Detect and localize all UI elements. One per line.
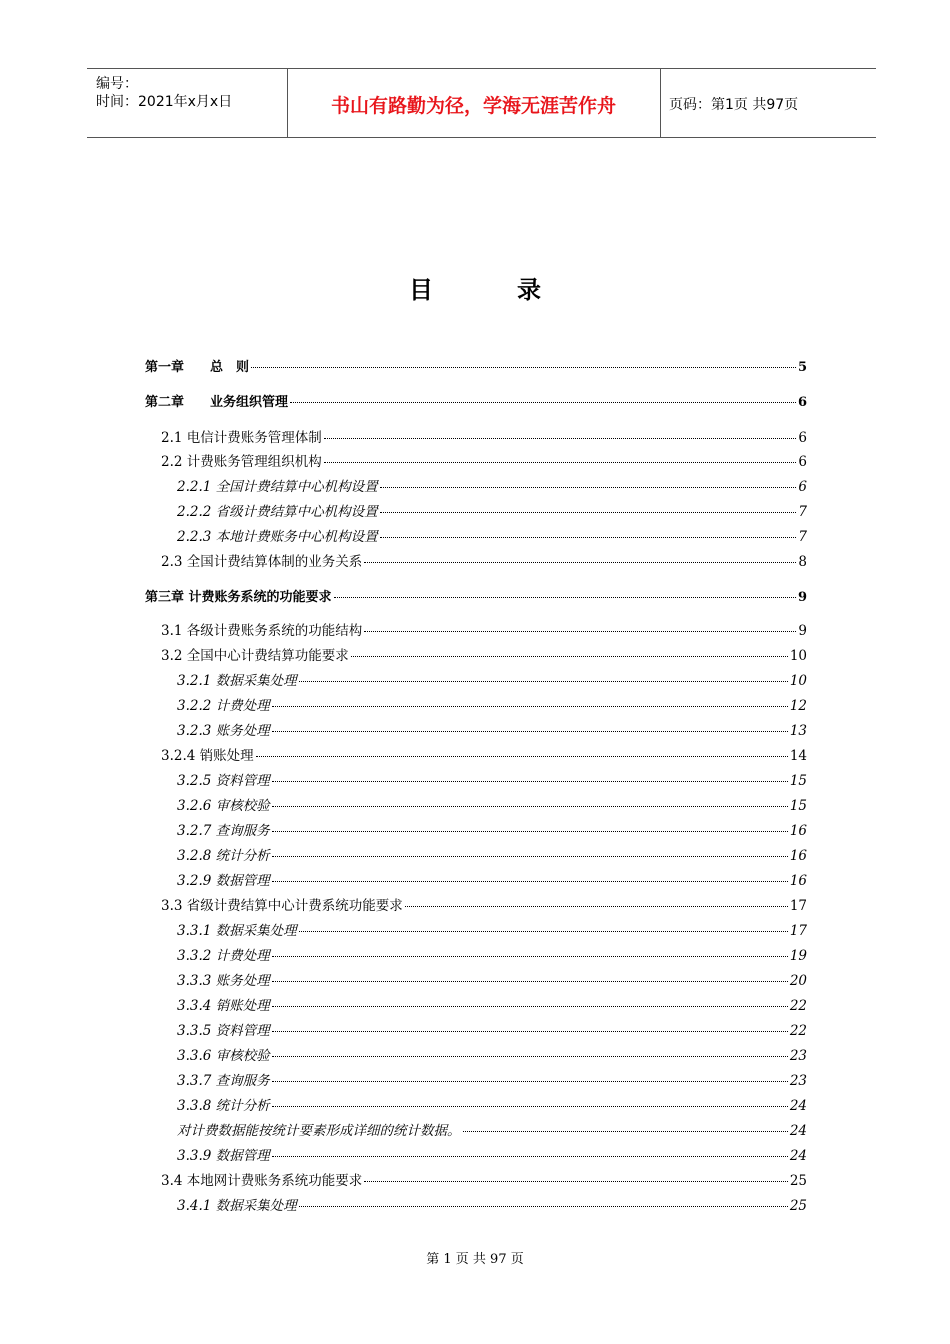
toc-entry-label: 3.1 各级计费账务系统的功能结构 — [161, 623, 363, 639]
page-footer: 第 1 页 共 97 页 — [426, 1252, 524, 1267]
toc-entry-page-number: 17 — [789, 898, 807, 914]
toc-entry[interactable] — [177, 1047, 807, 1065]
page-header — [87, 68, 876, 138]
header-meta-cell — [87, 69, 288, 137]
dot-leader — [364, 562, 796, 563]
toc-entry[interactable] — [177, 822, 807, 840]
document-number-label: 编号： — [96, 76, 138, 92]
toc-entry-label: 第一章 总 则 — [145, 360, 250, 375]
dot-leader — [272, 781, 788, 782]
toc-entry[interactable] — [161, 747, 807, 765]
dot-leader — [272, 1156, 788, 1157]
toc-entry-label: 3.3.6 审核校验 — [177, 1048, 270, 1064]
dot-leader — [463, 1131, 788, 1132]
header-motto: 书山有路勤为径，学海无涯苦作舟 — [330, 95, 616, 117]
toc-entry-label: 3.2.9 数据管理 — [177, 873, 270, 889]
toc-entry[interactable] — [177, 1022, 807, 1040]
toc-entry-label: 2.2.3 本地计费账务中心机构设置 — [177, 529, 378, 545]
toc-entry-page-number: 12 — [789, 698, 807, 714]
toc-entry-page-number: 6 — [798, 454, 807, 470]
toc-entry-label: 3.3 省级计费结算中心计费系统功能要求 — [161, 898, 403, 914]
toc-title: 目录 — [409, 276, 625, 304]
toc-entry-page-number: 6 — [798, 479, 807, 495]
dot-leader — [299, 931, 788, 932]
toc-entry[interactable] — [177, 528, 807, 546]
toc-entry-label: 3.2.2 计费处理 — [177, 698, 270, 714]
toc-entry-label: 3.4.1 数据采集处理 — [177, 1198, 297, 1214]
toc-entry-page-number: 25 — [789, 1198, 807, 1214]
toc-entry-page-number: 16 — [789, 823, 807, 839]
toc-entry-label: 2.1 电信计费账务管理体制 — [161, 430, 322, 446]
toc-entry[interactable] — [177, 697, 807, 715]
toc-entry[interactable] — [161, 622, 807, 640]
dot-leader — [272, 731, 788, 732]
header-page-cell — [661, 69, 876, 137]
toc-entry-label: 3.3.9 数据管理 — [177, 1148, 270, 1164]
dot-leader — [256, 756, 788, 757]
dot-leader — [272, 706, 788, 707]
toc-entry-label: 3.2.5 资料管理 — [177, 773, 270, 789]
toc-entry-page-number: 24 — [789, 1148, 807, 1164]
toc-entry-page-number: 24 — [789, 1123, 807, 1139]
toc-entry-label: 第三章 计费账务系统的功能要求 — [145, 590, 332, 605]
dot-leader — [334, 597, 796, 598]
toc-entry-label: 2.2.2 省级计费结算中心机构设置 — [177, 504, 378, 520]
dot-leader — [324, 462, 797, 463]
toc-entry[interactable] — [177, 872, 807, 890]
toc-entry-label: 3.3.8 统计分析 — [177, 1098, 270, 1114]
toc-entry-label: 2.2 计费账务管理组织机构 — [161, 454, 322, 470]
toc-entry-page-number: 10 — [789, 673, 807, 689]
dot-leader — [290, 402, 796, 403]
toc-entry[interactable] — [177, 503, 807, 521]
toc-entry-label: 3.2.6 审核校验 — [177, 798, 270, 814]
dot-leader — [380, 537, 797, 538]
toc-entry[interactable] — [161, 897, 807, 915]
toc-entry-label: 3.2.4 销账处理 — [161, 748, 254, 764]
toc-entry[interactable] — [177, 997, 807, 1015]
toc-entry[interactable] — [161, 1172, 807, 1190]
toc-entry[interactable] — [177, 1122, 807, 1140]
toc-entry-label: 3.2 全国中心计费结算功能要求 — [161, 648, 349, 664]
toc-entry-label: 3.3.2 计费处理 — [177, 948, 270, 964]
toc-entry-page-number: 13 — [789, 723, 807, 739]
toc-entry-page-number: 22 — [789, 998, 807, 1014]
toc-entry-label: 3.2.3 账务处理 — [177, 723, 270, 739]
toc-entry-page-number: 22 — [789, 1023, 807, 1039]
toc-entry-label: 第二章 业务组织管理 — [145, 395, 289, 410]
dot-leader — [364, 1181, 788, 1182]
toc-entry[interactable] — [177, 478, 807, 496]
dot-leader — [272, 1081, 788, 1082]
toc-entry[interactable] — [161, 647, 807, 665]
toc-entry[interactable] — [161, 453, 807, 471]
toc-entry[interactable] — [161, 553, 807, 571]
toc-entry-page-number: 23 — [789, 1048, 807, 1064]
dot-leader — [380, 487, 797, 488]
toc-chapter-entry[interactable] — [145, 394, 807, 412]
document-time-label: 时间：2021年x月x日 — [96, 94, 233, 110]
toc-entry-label: 2.3 全国计费结算体制的业务关系 — [161, 554, 363, 570]
toc-entry-page-number: 7 — [798, 504, 807, 520]
toc-entry-label: 3.3.4 销账处理 — [177, 998, 270, 1014]
dot-leader — [251, 367, 796, 368]
dot-leader — [272, 806, 788, 807]
dot-leader — [272, 956, 788, 957]
toc-entry-page-number: 15 — [789, 773, 807, 789]
dot-leader — [272, 1106, 788, 1107]
toc-entry[interactable] — [177, 797, 807, 815]
toc-entry-page-number: 24 — [789, 1098, 807, 1114]
toc-entry-page-number: 15 — [789, 798, 807, 814]
toc-chapter-entry[interactable] — [145, 589, 807, 607]
toc-entry[interactable] — [177, 847, 807, 865]
toc-entry[interactable] — [177, 1072, 807, 1090]
toc-entry-label: 3.3.7 查询服务 — [177, 1073, 270, 1089]
toc-entry-label: 3.2.8 统计分析 — [177, 848, 270, 864]
toc-entry-label: 3.3.3 账务处理 — [177, 973, 270, 989]
toc-entry-page-number: 14 — [789, 748, 807, 764]
dot-leader — [299, 1206, 788, 1207]
toc-entry-page-number: 16 — [789, 848, 807, 864]
dot-leader — [405, 906, 788, 907]
toc-entry-page-number: 6 — [798, 430, 807, 446]
dot-leader — [272, 1031, 788, 1032]
dot-leader — [380, 512, 797, 513]
toc-entry-page-number: 25 — [789, 1173, 807, 1189]
dot-leader — [324, 438, 797, 439]
dot-leader — [272, 1056, 788, 1057]
toc-entry-label: 3.4 本地网计费账务系统功能要求 — [161, 1173, 363, 1189]
toc-entry-page-number: 8 — [798, 554, 807, 570]
toc-entry-label: 3.3.1 数据采集处理 — [177, 923, 297, 939]
dot-leader — [351, 656, 788, 657]
toc-entry-page-number: 7 — [798, 529, 807, 545]
dot-leader — [272, 856, 788, 857]
toc-entry[interactable] — [177, 922, 807, 940]
toc-entry-page-number: 5 — [797, 360, 807, 375]
toc-entry-label: 3.3.5 资料管理 — [177, 1023, 270, 1039]
toc-entry[interactable] — [177, 947, 807, 965]
toc-entry-page-number: 6 — [797, 395, 807, 410]
dot-leader — [272, 1006, 788, 1007]
toc-entry[interactable] — [177, 772, 807, 790]
toc-entry-label: 3.2.7 查询服务 — [177, 823, 270, 839]
toc-entry-page-number: 9 — [798, 623, 807, 639]
toc-entry[interactable] — [177, 1197, 807, 1215]
toc-entry[interactable] — [177, 972, 807, 990]
dot-leader — [272, 981, 788, 982]
toc-entry-page-number: 23 — [789, 1073, 807, 1089]
toc-entry-page-number: 9 — [797, 590, 807, 605]
dot-leader — [364, 631, 796, 632]
toc-entry-label: 3.2.1 数据采集处理 — [177, 673, 297, 689]
dot-leader — [272, 831, 788, 832]
dot-leader — [299, 681, 788, 682]
toc-entry[interactable] — [161, 429, 807, 447]
header-motto-cell — [287, 69, 661, 137]
toc-entry[interactable] — [177, 722, 807, 740]
header-page-number: 页码：第1页 共97页 — [669, 97, 799, 113]
dot-leader — [272, 881, 788, 882]
toc-entry[interactable] — [177, 672, 807, 690]
toc-entry-page-number: 17 — [789, 923, 807, 939]
toc-entry[interactable] — [177, 1147, 807, 1165]
toc-entry-page-number: 20 — [789, 973, 807, 989]
toc-entry-page-number: 16 — [789, 873, 807, 889]
toc-chapter-entry[interactable] — [145, 359, 807, 377]
toc-entry-page-number: 10 — [789, 648, 807, 664]
toc-entry-label: 对计费数据能按统计要素形成详细的统计数据。 — [177, 1123, 461, 1139]
toc-entry-page-number: 19 — [789, 948, 807, 964]
toc-entry[interactable] — [177, 1097, 807, 1115]
toc-entry-label: 2.2.1 全国计费结算中心机构设置 — [177, 479, 378, 495]
